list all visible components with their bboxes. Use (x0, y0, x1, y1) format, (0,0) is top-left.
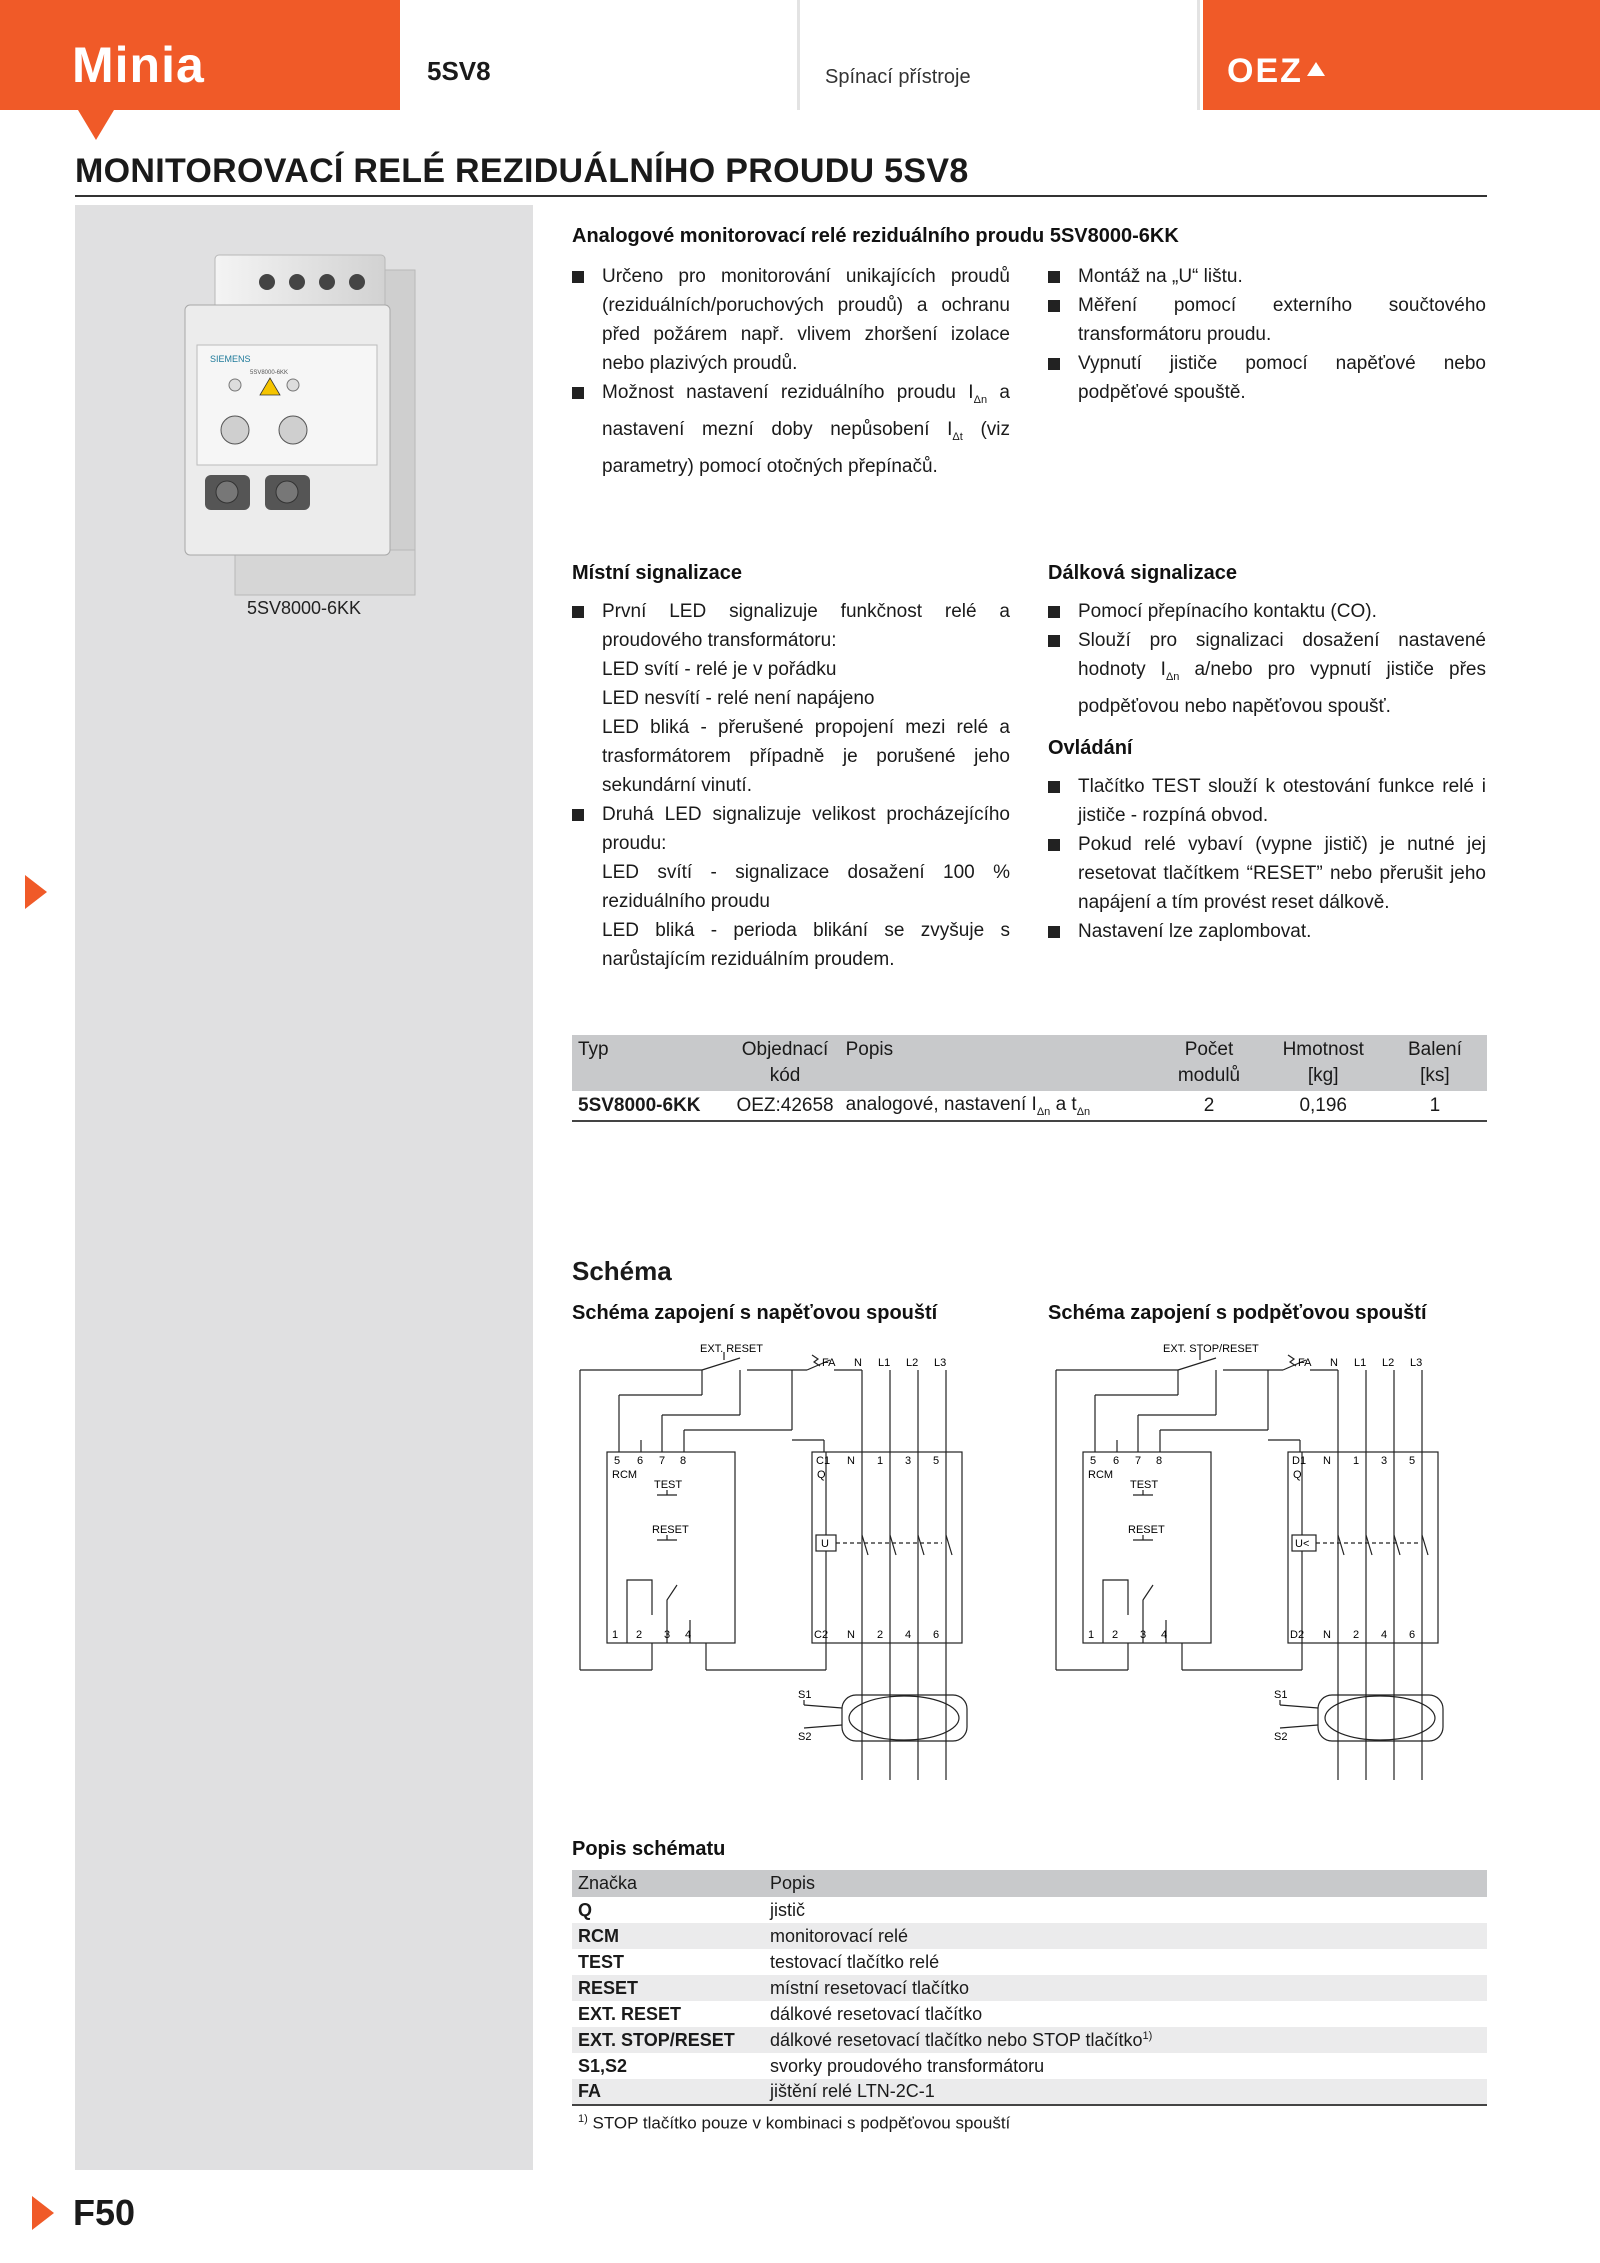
list-item: Montáž na „U“ lištu. (1048, 262, 1486, 291)
list-item: Měření pomocí externího součtového transformátoru proudu. (1048, 291, 1486, 349)
legend-key: EXT. RESET (578, 2003, 682, 2024)
col-header-kod: Objednací kód (730, 1035, 839, 1091)
footnote: $^{1)}$ STOP tlačítko pouze v kombinaci s podpěťovou spouští (578, 2113, 1011, 2133)
terminal-label: C2 (814, 1629, 829, 1641)
list-subitem: LED svítí - relé je v pořádku (602, 659, 837, 680)
legend-desc: svorky proudového transformátoru (770, 2055, 1045, 2076)
cell-typ: 5SV8000-6KK (572, 1091, 730, 1121)
terminal-label: 8 (1156, 1455, 1163, 1467)
terminal-label: 6 (1409, 1629, 1416, 1641)
schema-right-title: Schéma zapojení s podpěťovou spouští (1048, 1302, 1427, 1324)
terminal-label: 2 (1353, 1629, 1360, 1641)
brand-pointer-icon (78, 110, 114, 140)
photo-label: 5SV8000-6KK (250, 370, 289, 376)
table-header-row (572, 1870, 1487, 1897)
table-row (572, 2079, 1487, 2105)
category-cell (803, 0, 1200, 110)
s1-label: S1 (798, 1689, 812, 1701)
col-header-desc: Popis (764, 1870, 1487, 1897)
rcm-label: RCM (1088, 1469, 1114, 1481)
table-row (572, 1091, 1487, 1121)
list-item: Pomocí přepínacího kontaktu (CO). (1048, 597, 1486, 626)
legend-heading: Popis schématu (572, 1838, 726, 1860)
product-caption: 5SV8000-6KK (246, 598, 362, 618)
col-header-hmotnost: Hmotnost [kg] (1264, 1035, 1383, 1091)
legend-key: RESET (572, 1975, 764, 2001)
legend-key: EXT. STOP/RESET (572, 2027, 764, 2053)
list-item: Možnost nastavení reziduálního proudu $I_{\Delta n}$ a nastavení mezní doby nepůsobení $I_{\Delta t}$ (viz parametry) pomocí otočných přepínačů. (572, 378, 1010, 481)
schema-heading: Schéma (572, 1256, 672, 1286)
brand-block (0, 0, 400, 110)
oez-logo-text: OEZ (1227, 52, 1303, 90)
legend-key: S1,S2 (578, 2055, 628, 2076)
legend-desc: testovací tlačítko relé (770, 1951, 940, 1972)
col-header-typ: Typ (572, 1035, 730, 1091)
legend-desc: dálkové resetovací tlačítko (770, 2003, 983, 2024)
table-row (572, 1897, 1487, 1923)
wiring-diagram-undervoltage (1048, 1340, 1478, 1780)
legend-table (572, 1870, 1487, 2106)
bus-label: N (854, 1357, 862, 1369)
bus-label: L2 (1382, 1357, 1395, 1369)
col-header-pocet: Počet modulů (1154, 1035, 1263, 1091)
list-item: Slouží pro signalizaci dosažení nastavené hodnoty $I_{\Delta n}$ a/nebo pro vypnutí jističe přes podpěťovou nebo napěťovou spoušť. (1048, 626, 1486, 721)
terminal-label: N (847, 1455, 855, 1467)
ext-reset-label: EXT. RESET (700, 1343, 763, 1355)
col-header-popis: Popis (840, 1035, 1155, 1091)
list-subitem: LED bliká - perioda blikání se zvyšuje s narůstajícím reziduálním proudem. (602, 920, 1010, 970)
col-header-baleni: Balení [ks] (1383, 1035, 1487, 1091)
series-label: 5SV8 (427, 56, 491, 86)
table-row (572, 1975, 1487, 2001)
terminal-label: N (847, 1629, 855, 1641)
product-photo (175, 250, 445, 600)
page-number-arrow-icon (32, 2196, 54, 2230)
reset-label: RESET (1128, 1524, 1165, 1536)
test-label: TEST (654, 1479, 683, 1491)
brand-name: Minia (72, 37, 205, 93)
list-subitem: LED nesvítí - relé není napájeno (602, 688, 875, 709)
table-row (572, 1923, 1487, 1949)
cell-kod: OEZ:42658 (730, 1091, 839, 1121)
legend-desc: jištění relé LTN-2C-1 (764, 2079, 1487, 2105)
table-row (572, 2053, 1487, 2079)
cell-pocet: 2 (1154, 1091, 1263, 1121)
intro-heading: Analogové monitorovací relé reziduálního proudu 5SV8000-6KK (572, 225, 1179, 247)
table-row (572, 2027, 1487, 2053)
table-row (572, 2001, 1487, 2027)
terminal-label: 1 (877, 1455, 884, 1467)
intro-right-list (1048, 262, 1486, 407)
schema-left-title: Schéma zapojení s napěťovou spouští (572, 1302, 938, 1324)
cell-baleni: 1 (1383, 1091, 1487, 1121)
rcm-label: RCM (612, 1469, 638, 1481)
terminal-label: 4 (905, 1629, 912, 1641)
reset-label: RESET (652, 1524, 689, 1536)
series-cell (403, 0, 800, 110)
local-signal-heading: Místní signalizace (572, 562, 743, 584)
oez-logo-triangle-icon (1307, 62, 1325, 76)
terminal-label: 1 (612, 1629, 619, 1641)
terminal-label: 2 (877, 1629, 884, 1641)
page-number: F50 (73, 2192, 136, 2233)
terminal-label: 4 (1381, 1629, 1388, 1641)
terminal-label: 5 (1090, 1455, 1097, 1467)
remote-signal-heading: Dálková signalizace (1048, 562, 1237, 584)
list-subitem: LED bliká - přerušené propojení mezi relé a trasformátorem případně je porušené jeho sekundární vinutí. (602, 717, 1010, 796)
intro-left-list (572, 262, 1010, 481)
title-divider (75, 195, 1487, 197)
terminal-label: 7 (1135, 1455, 1142, 1467)
order-table (572, 1035, 1487, 1122)
wiring-diagram-voltage (572, 1340, 1002, 1780)
terminal-label: 5 (1409, 1455, 1416, 1467)
terminal-label: 4 (1161, 1629, 1168, 1641)
terminal-label: 5 (933, 1455, 940, 1467)
list-item: Nastavení lze zaplombovat. (1048, 917, 1486, 946)
legend-desc: dálkové resetovací tlačítko nebo STOP tlačítko$^{1)}$ (764, 2027, 1487, 2053)
terminal-label: 6 (637, 1455, 644, 1467)
cell-hmotnost: 0,196 (1264, 1091, 1383, 1121)
terminal-label: 1 (1353, 1455, 1360, 1467)
terminal-label: 1 (1088, 1629, 1095, 1641)
terminal-label: 2 (1112, 1629, 1119, 1641)
terminal-label: 7 (659, 1455, 666, 1467)
terminal-label: 2 (636, 1629, 643, 1641)
bus-label: L1 (878, 1357, 891, 1369)
fa-label: FA (822, 1357, 836, 1369)
bus-label: L1 (1354, 1357, 1367, 1369)
terminal-label: 3 (905, 1455, 912, 1467)
coil-label: U< (1295, 1538, 1310, 1550)
bus-label: L2 (906, 1357, 919, 1369)
fa-label: FA (1298, 1357, 1312, 1369)
col-header-key: Značka (572, 1870, 764, 1897)
terminal-label: 3 (1140, 1629, 1147, 1641)
q-label: Q (817, 1469, 826, 1481)
terminal-label: D1 (1292, 1455, 1307, 1467)
terminal-label: 4 (685, 1629, 692, 1641)
legend-desc: místní resetovací tlačítko (764, 1975, 1487, 2001)
terminal-label: 6 (1113, 1455, 1120, 1467)
section-marker-icon (25, 875, 47, 909)
test-label: TEST (1130, 1479, 1159, 1491)
terminal-label: D2 (1290, 1629, 1305, 1641)
legend-key: TEST (578, 1951, 625, 1972)
control-heading: Ovládání (1048, 737, 1133, 759)
list-item: Tlačítko TEST slouží k otestování funkce relé i jističe - rozpíná obvod. (1048, 772, 1486, 830)
control-list (1048, 772, 1486, 946)
list-item: Vypnutí jističe pomocí napěťové nebo podpěťové spouště. (1048, 349, 1486, 407)
list-item: První LED signalizuje funkčnost relé a proudového transformátoru: (572, 597, 1010, 655)
coil-label: U (821, 1538, 829, 1550)
table-header-row (572, 1035, 1487, 1091)
remote-signal-list (1048, 597, 1486, 721)
terminal-label: 8 (680, 1455, 687, 1467)
page-header (0, 0, 1600, 110)
bus-label: L3 (1410, 1357, 1423, 1369)
category-label: Spínací přístroje (825, 66, 971, 88)
legend-key: RCM (572, 1923, 764, 1949)
bus-label: N (1330, 1357, 1338, 1369)
local-signal-list (572, 597, 1010, 974)
legend-desc: monitorovací relé (764, 1923, 1487, 1949)
page-title: MONITOROVACÍ RELÉ REZIDUÁLNÍHO PROUDU 5SV8 (75, 152, 969, 190)
logo-cell (1203, 0, 1600, 110)
list-item: Pokud relé vybaví (vypne jistič) je nutné jej resetovat tlačítkem “RESET” nebo přerušit jeho napájení a tím provést reset dálkově. (1048, 830, 1486, 917)
legend-desc: jistič (770, 1899, 805, 1920)
list-item: Druhá LED signalizuje velikost procházejícího proudu: (572, 800, 1010, 858)
bus-label: L3 (934, 1357, 947, 1369)
terminal-label: 3 (664, 1629, 671, 1641)
photo-brand: SIEMENS (210, 354, 251, 364)
oez-logo (1203, 0, 1600, 110)
terminal-label: 6 (933, 1629, 940, 1641)
s1-label: S1 (1274, 1689, 1288, 1701)
q-label: Q (1293, 1469, 1302, 1481)
cell-popis: analogové, nastavení $I_{\Delta n}$ a $t_{\Delta n}$ (840, 1091, 1155, 1121)
list-subitem: LED svítí - signalizace dosažení 100 % reziduálního proudu (602, 862, 1010, 912)
legend-key: FA (572, 2079, 764, 2105)
ext-stop-reset-label: EXT. STOP/RESET (1163, 1343, 1259, 1355)
terminal-label: 5 (614, 1455, 621, 1467)
terminal-label: N (1323, 1455, 1331, 1467)
terminal-label: 3 (1381, 1455, 1388, 1467)
legend-key: Q (578, 1899, 593, 1920)
s2-label: S2 (798, 1731, 812, 1743)
terminal-label: C1 (816, 1455, 831, 1467)
table-row (572, 1949, 1487, 1975)
list-item: Určeno pro monitorování unikajících proudů (reziduálních/poruchových proudů) a ochranu před požárem např. vlivem zhoršení izolace nebo plazivých proudů. (572, 262, 1010, 378)
terminal-label: N (1323, 1629, 1331, 1641)
s2-label: S2 (1274, 1731, 1288, 1743)
